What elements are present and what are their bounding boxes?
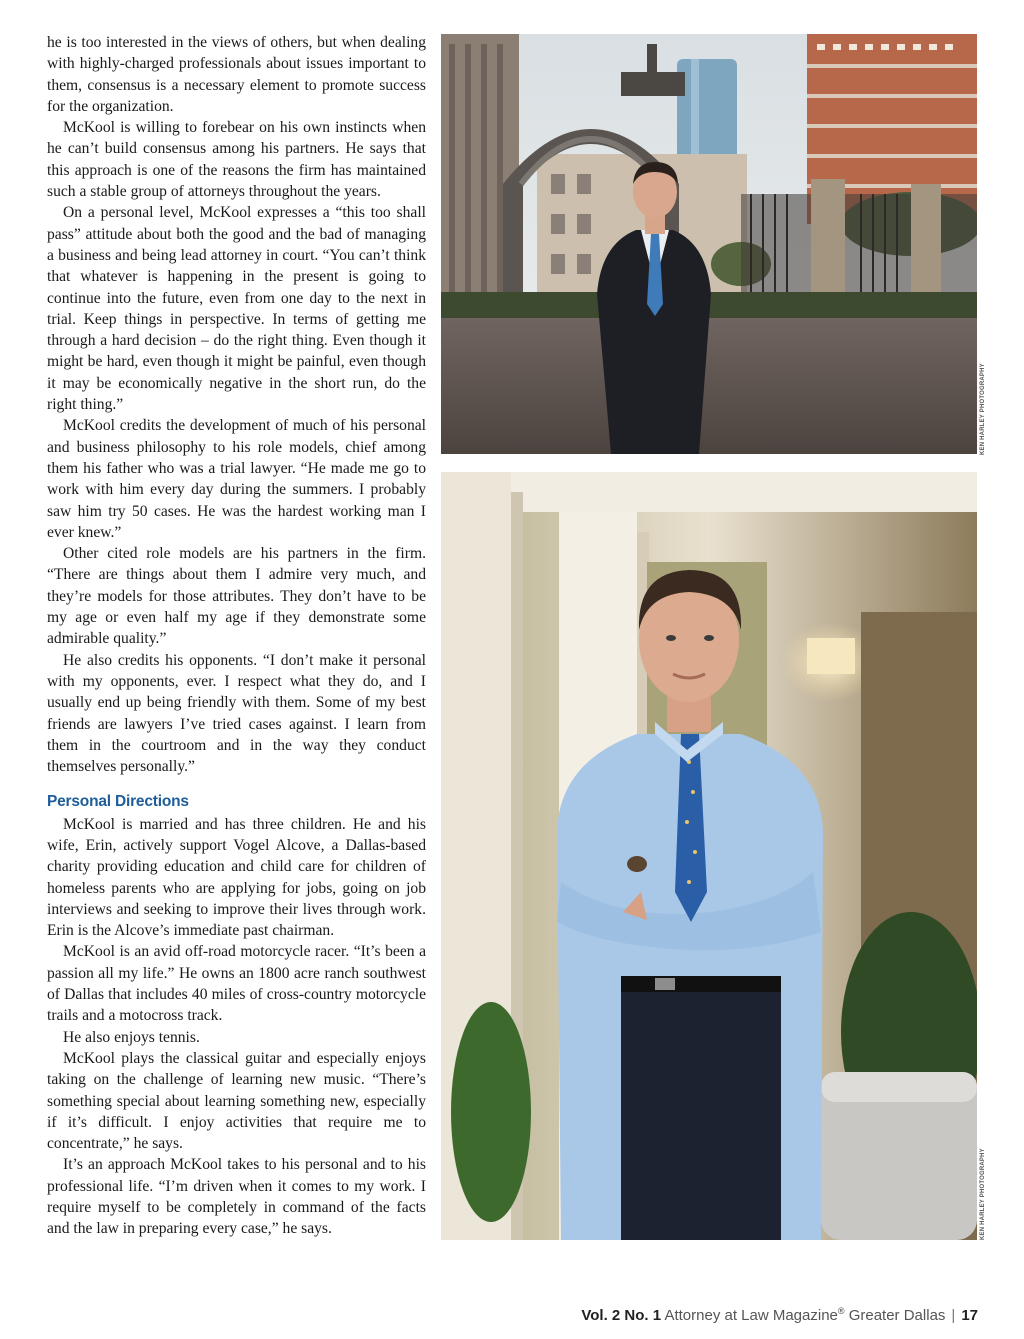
footer-volume: Vol. 2 No. 1 xyxy=(581,1307,662,1324)
article-paragraph: It’s an approach McKool takes to his personal and to his professional life. “I’m driven when it comes to my work. I require myself to be completely in command of the facts and the law in preparing every case,” he says. xyxy=(47,1156,426,1238)
article-paragraph: he is too interested in the views of others, but when dealing with highly-charged professionals about issues important to them, consensus is a necessary element to promote success for the organization. xyxy=(47,34,426,115)
article-paragraph: He also enjoys tennis. xyxy=(63,1028,200,1046)
article-paragraph: McKool is an avid off-road motorcycle racer. “It’s been a passion all my life.” He owns an 1800 acre ranch southwest of Dallas that includes 40 miles of cross-country motorcycle trails and a motocross track. xyxy=(47,943,426,1025)
article-paragraph: On a personal level, McKool expresses a “this too shall pass” attitude about both the good and the bad of managing a business and being lead attorney in court. “You can’t think that whatever is happening in the present is going to continue into the future, even from one day to the next in trial. Keep things in perspective. In terms of getting me through a hard decision – do the right thing. Even though it might be hard, even though it might be painful, even though it may be economically negative in the short run, do the right thing.” xyxy=(47,204,426,414)
article-body-part-1 xyxy=(47,32,426,777)
photo-credit-bottom: KEN HARLEY PHOTOGRAPHY xyxy=(980,1148,986,1240)
indoor-portrait-illustration xyxy=(441,472,977,1240)
footer-separator: | xyxy=(951,1307,956,1324)
article-paragraph: McKool plays the classical guitar and especially enjoys taking on the challenge of learning new music. “There’s something special about learning something new, especially if it’s difficult. I enjoy activities that require me to concentrate,” he says. xyxy=(47,1049,426,1153)
page-number: 17 xyxy=(961,1307,978,1324)
article-paragraph: McKool credits the development of much of his personal and business philosophy to his role models, chief among them his father who was a trial lawyer. “He made me go to work with him every day during the summers. I probably saw him try 50 cases. He was the hardest working man I ever knew.” xyxy=(47,417,426,541)
registered-mark: ® xyxy=(837,1306,845,1316)
page-footer xyxy=(581,1306,978,1324)
article-paragraph: McKool is married and has three children. He and his wife, Erin, actively support Vogel Alcove, a Dallas-based charity providing education and child care for children of homeless parents who are applying for jobs, going on job interviews and seeking to improve their lives through work. Erin is the Alcove’s immediate past chairman. xyxy=(47,815,426,940)
footer-edition: Greater Dallas xyxy=(848,1307,946,1324)
photo-credit-top: KEN HARLEY PHOTOGRAPHY xyxy=(980,363,986,455)
article-paragraph: Other cited role models are his partners in the firm. “There are things about them I admire very much, and they’re models for those attributes. They don’t have to be my age or even half my age if they demonstrate some admirable quality.” xyxy=(47,545,426,648)
footer-magazine: Attorney at Law Magazine xyxy=(664,1307,838,1324)
article-body-part-2 xyxy=(47,814,426,1240)
article-paragraph: He also credits his opponents. “I don’t make it personal with my opponents, ever. I respect what they do, and I usually end up being friendly with them. Some of my best friends are lawyers I’ve tried cases against. I learn from them in the courtroom and in the way they conduct themselves personally.” xyxy=(47,651,426,776)
article-column xyxy=(47,32,426,1240)
section-heading: Personal Directions xyxy=(47,793,189,811)
outdoor-portrait-illustration xyxy=(441,34,977,454)
photo-outdoor-portrait xyxy=(441,34,977,454)
photo-indoor-portrait xyxy=(441,472,977,1240)
article-paragraph: McKool is willing to forebear on his own instincts when he can’t build consensus among his partners. He says that this approach is one of the reasons the firm has maintained such a stable group of attorneys throughout the years. xyxy=(47,119,426,201)
